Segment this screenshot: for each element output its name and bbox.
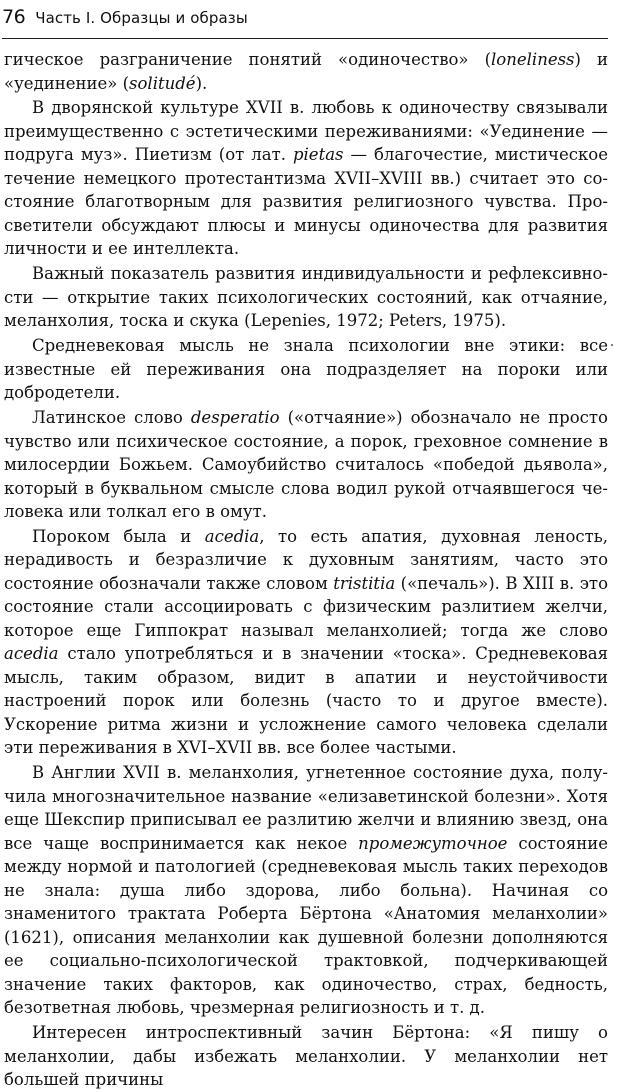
text-run: гическое разграничение понятий «одиночество» ( [4,50,492,69]
paragraph [4,262,608,333]
paragraph [4,334,608,405]
italic-term: промежуточное [358,833,508,853]
paragraph [4,406,608,524]
paragraph [4,48,608,95]
text-run: Средневековая мысль не знала психологии вне этики: все известные ей переживания она подразделяет на пороки или добродетели. [4,336,608,403]
paragraph [4,1021,608,1092]
text-run: — благочестие, мистическое течение немецкого протестантизма XVII–XVIII вв.) считает это состояние благотворным для развития религиозного чувства. Просветители обсуждают плюсы и минусы одиночества для развития личности и ее интеллекта. [4,145,608,259]
text-run: Пороком была и [32,526,205,546]
paragraph [4,96,608,261]
italic-term: acedia [204,526,260,546]
italic-term: acedia [4,644,59,664]
text-run: стало употребляться и в значении «тоска». Средневековая мысль, таким образом, видит в апатии и неустойчивости настроений порок или болезнь (часто то и другое вместе). Ускорение ритма жизни и усложнение самого человека сделали эти переживания в XVI–XVII вв. все более частыми. [4,644,608,758]
running-head-title: Часть I. Образцы и образы [35,9,248,27]
text-run: ) и «уединение» ( [4,50,609,93]
text-run: Латинское слово [32,408,191,428]
paragraph [4,761,608,1020]
italic-term: solitudé [129,73,196,93]
italic-term: loneliness [491,50,575,69]
body-text [4,48,608,1092]
paragraph [4,525,608,760]
text-run: В дворянской культуре XVII в. любовь к одиночеству связывали преимущественно с эстетическими переживаниями: «Уединение — подруга муз». Пиетизм (от лат. [4,98,608,165]
italic-term: pietas [292,145,344,165]
text-run: («отчаяние») обозначало не просто чувство или психическое состояние, а порок, греховное сомнение в милосердии Божьем. Самоубийство считалось «победой дьявола», который в буквальном смысле слова водил рукой отчаявшегося человека или толкал его в омут. [4,408,608,522]
page-number: 76 [2,6,26,28]
running-head [2,4,608,39]
text-run: ). [195,73,208,93]
text-run: («печаль»). В XIII в. это состояние стали ассоциировать с физическим разлитием желчи, которое еще Гиппократ называл меланхолией; тогда же слово [4,573,608,640]
italic-term: tristitia [333,573,396,593]
italic-term: desperatio [190,408,280,428]
text-run: Интересен интроспективный зачин Бёртона: «Я пишу о меланхолии, дабы избежать меланхолии. У меланхолии нет большей причины [4,1023,608,1090]
text-run: Важный показатель развития индивидуальности и рефлексивности — открытие таких психологических состояний, как отчаяние, меланхолия, тоска и скука (Lepenies, 1972; Peters, 1975). [4,264,608,331]
text-run: , то есть апатия, духовная леность, нерадивость и безразличие к духовным занятиям, часто это состояние обозначали также словом [4,526,608,593]
text-run: В Англии XVII в. меланхолия, угнетенное состояние духа, получила многозначительное название «елизаветинской болезни». Хотя еще Шекспир приписывал ее разлитию желчи и влиянию звезд, она все чаще воспринимается как некое [4,763,608,853]
text-run: состояние между нормой и патологией (средневековая мысль таких переходов не знала: душа либо здорова, либо больна). Начиная со знаменитого трактата Роберта Бёртона «Анатомия меланхолии» (1621), описания меланхолии как душевной болезни дополняются ее социально-психологической трактовкой, подчеркивающей значение таких факторов, как одиночество, страх, бедность, безответная любовь, чрезмерная религиозность и т. д. [4,833,608,1018]
print-speck [611,344,613,346]
